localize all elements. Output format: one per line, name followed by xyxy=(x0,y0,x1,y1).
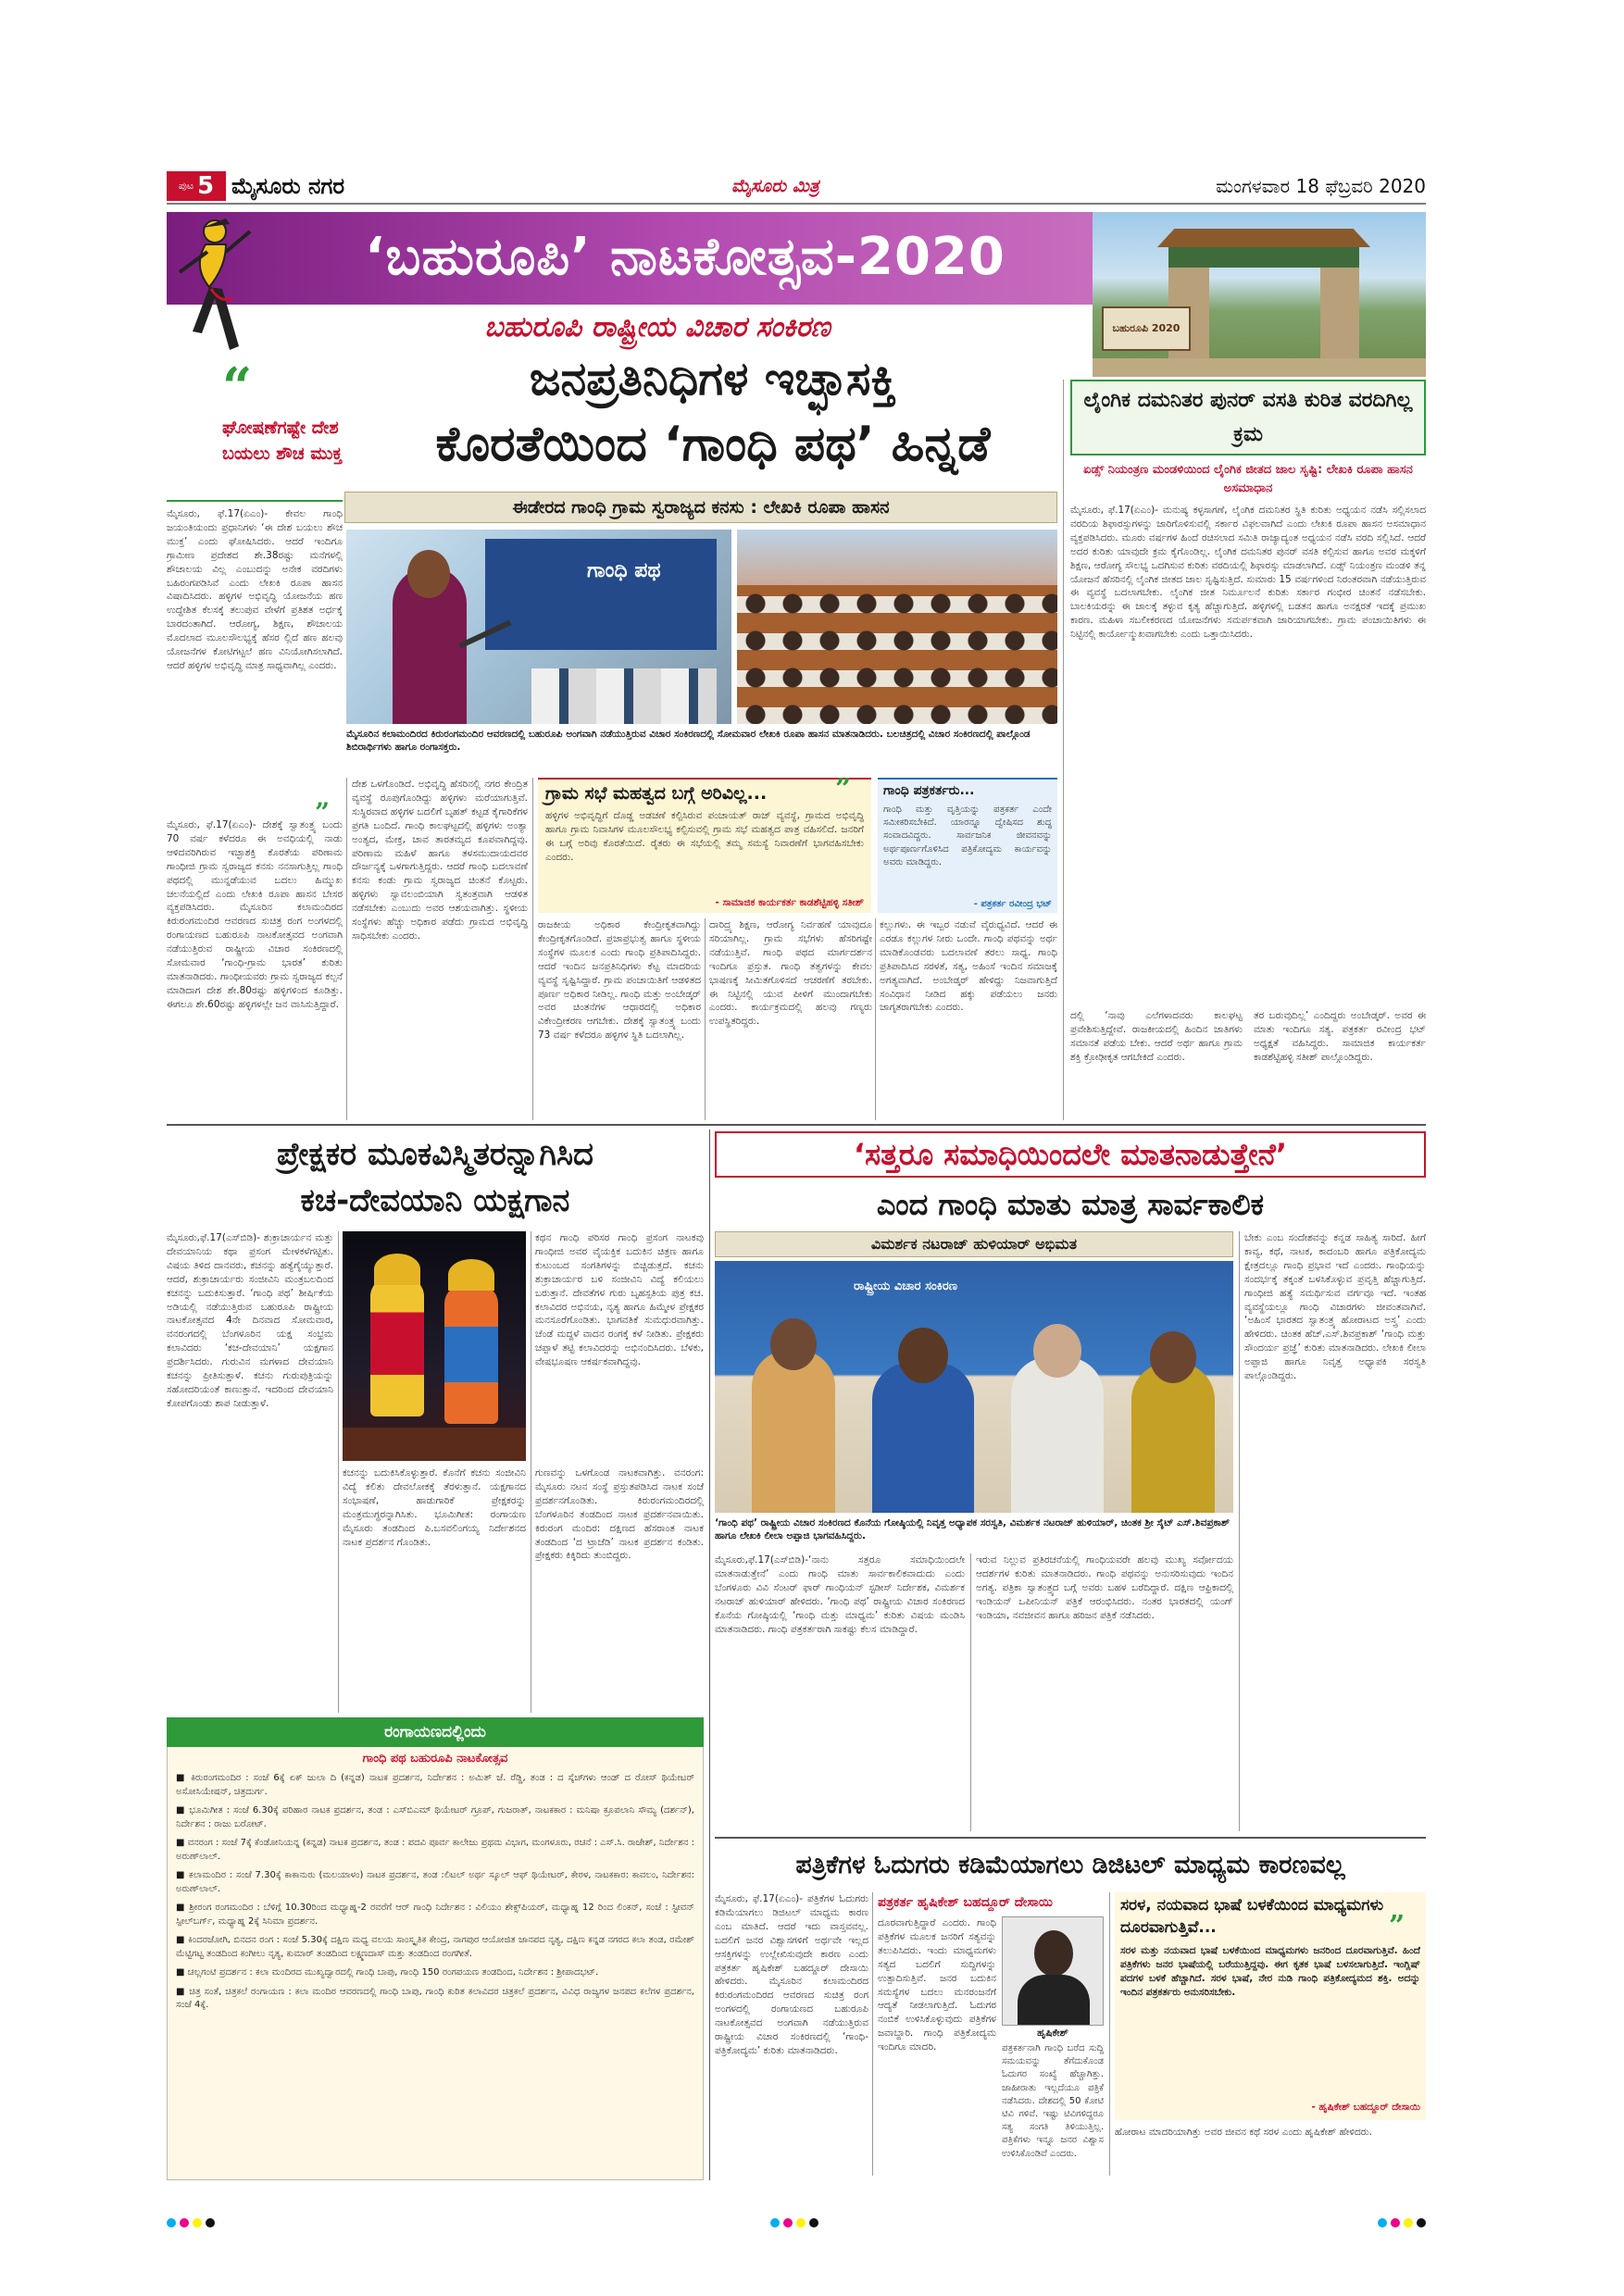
schedule-item-text: ಚಿತ್ರ ಸಂತೆ, ಚಿತ್ರಕಲೆ ರಂಗಾಯಣ : ಕಲಾ ಮಂದಿರ ಆವರಣದಲ್ಲಿ ಗಾಂಧಿ ಬಾಪು, ಗಾಂಧಿ ಕುರಿತ ಕಲಾವಿದರ ಚಿತ್ರಕಲೆ ಪ್ರದರ್ಶನ, ವಿವಿಧ ರಾಜ್ಯಗಳ ಜನಪದ ಕಲೆಗಳ ಪ್ರದರ್ಶನ, ಸಂಜೆ 4ಕ್ಕೆ. xyxy=(176,1986,694,2010)
schedule-item: ■ ಕಿಂದರಜೋಗಿ, ಬಿನದನ ರಂಗ : ಸಂಜೆ 5.30ಕ್ಕೆ ದಕ್ಷಿಣ ಮಧ್ಯ ವಲಯ ಸಾಂಸ್ಕೃತಿಕ ಕೇಂದ್ರ, ನಾಗಪುರ ಆಯೋಜಿತ ಜಾನಪದ ನೃತ್ಯ, ದಕ್ಷಿಣ ಕನ್ನಡ ನಗರದ ಕಲಾ ತಂಡ, ರಮೇಶ್ ಮೆಟ್ಟಿಗಟ್ಟ ತಂಡದಿಂದ ಕಂಗೀಲು ನೃತ್ಯ, ಕುಮಾರ್ ತಂಡದಿಂದ ಲಕ್ಷ್ಮಣದಾಸ್ ಮತ್ತು ತಂಡದಿಂದ ರಂಗಗೀತೆ. xyxy=(176,1935,694,1959)
pullquote-title: ಘೋಷಣೆಗಷ್ಟೇ ದೇಶ ಬಯಲು ಶೌಚ ಮುಕ್ತ xyxy=(222,418,343,464)
gandhi-talk-headline-2: ಎಂದ ಗಾಂಧಿ ಮಾತು ಮಾತ್ರ ಸಾರ್ವಕಾಲಿಕ xyxy=(876,1187,1265,1222)
page-number-box xyxy=(167,171,226,201)
schedule-item-text: ಕಿರುರಂಗಮಂದಿರ : ಸಂಜೆ 6ಕ್ಕೆ ಏಕ್ ಜುಲಾ ದಿ (ಕನ್ನಡ) ನಾಟಕ ಪ್ರದರ್ಶನ, ನಿರ್ದೇಶನ : ಅಮಿತ್ ಜೆ. ರೆಡ್ಡಿ, ತಂಡ : ದ ಸ್ಕೆಚ್‍ಗಳು ಆಂಡ್ ದ ರೋಸ್ ಥಿಯೇಟರ್ ಅಸೋಸಿಯೇಷನ್, ಚಿತ್ರದುರ್ಗ. xyxy=(176,1773,694,1797)
schedule-item-text: ಶ್ರೀರಂಗ ರಂಗಮಂದಿರ : ಬೆಳಿಗ್ಗೆ 10.30ರಿಂದ ಮಧ್ಯಾಹ್ನ-2 ರವರೆಗೆ ಆರ್ ಗಾಂಧಿ ನಿರ್ದೇಶನ : ವಿಲಿಯಂ ಶೇಕ್ಸ್‌ಪಿಯರ್, ಮಧ್ಯಾಹ್ನ 12 ರಿಂದ ಲಿಂಕನ್, ಸಂಜೆ : ಸ್ಟೀವನ್ ಸ್ಪೀಲ್‌ಬರ್ಗ್, ಮಧ್ಯಾಹ್ನ 2ಕ್ಕೆ ಸಿನಿಮಾ ಪ್ರದರ್ಶನ. xyxy=(176,1903,694,1927)
digital-byline-strip: ಪತ್ರಕರ್ತ ಹೃಷಿಕೇಶ್ ಬಹದ್ದೂರ್ ದೇಸಾಯಿ xyxy=(878,1895,1053,1910)
portrait-caption: ಹೃಷಿಕೇಶ್ xyxy=(1037,2028,1068,2039)
col-rule-2 xyxy=(532,778,533,1120)
digital-body-b: ದೂರವಾಗುತ್ತಿದ್ದಾರೆ ಎಂದರು. ಗಾಂಧಿ ಪತ್ರಿಕೆಗಳ ಮೂಲಕ ಜನರಿಗೆ ಸತ್ಯವನ್ನು ತಲುಪಿಸಿದರು. ಇಂದು ಮಾಧ್ಯಮಗಳು ಸತ್ಯದ ಬದಲಿಗೆ ಸುದ್ದಿಗಳನ್ನು ಉತ್ಪಾದಿಸುತ್ತಿವೆ. ಜನರ ಬದುಕಿನ ಸಮಸ್ಯೆಗಳ ಬದಲು ಮನರಂಜನೆಗೆ ಆದ್ಯತೆ ನೀಡಲಾಗುತ್ತಿದೆ. ಓದುಗರ ನಂಬಿಕೆ ಉಳಿಸಿಕೊಳ್ಳುವುದು ಪತ್ರಿಕೆಗಳ ಜವಾಬ್ದಾರಿ. ಗಾಂಧಿ ಪತ್ರಿಕೋದ್ಯಮ ಇಂದಿಗೂ ಮಾದರಿ. xyxy=(878,1917,996,2053)
gate-sign-board xyxy=(1102,306,1191,351)
col-rule-4 xyxy=(875,918,876,1120)
pullquote-body: ಮೈಸೂರು, ಫೆ.17(ಏಎಂ)- ಕೇವಲ ಗಾಂಧಿ ಜಯಂತಿಯಂದು ಪ್ರಧಾನಿಗಳು ‘ಈ ದೇಶ ಬಯಲು ಶೌಚ ಮುಕ್ತ’ ಎಂದು ಘೋಷಿಸಿದರು. ಆದರೆ ಇಂದಿಗೂ ಗ್ರಾಮೀಣ ಪ್ರದೇಶದ ಶೇ.38ರಷ್ಟು ಮನೆಗಳಲ್ಲಿ ಶೌಚಾಲಯ ವಿಲ್ಲ ಎಂಬುದನ್ನು ಅನೇಕ ವರದಿಗಳು ಬಹಿರಂಗಪಡಿಸಿವೆ ಎಂದು ಲೇಖಕಿ ರೂಪಾ ಹಾಸನ ವಿಷಾದಿಸಿದರು. ಹಳ್ಳಿಗಳ ಅಭಿವೃದ್ಧಿ ಯೋಜನೆಯ ಹಣ ಉದ್ದೇಶಿತ ಕೆಲಸಕ್ಕೆ ತಲುಪುವ ವೇಳೆಗೆ ಪ್ರತಿಶತ ಅರ್ಧಕ್ಕೆ ಬಾರದಂತಾಗಿದೆ. ಆರೋಗ್ಯ, ಶಿಕ್ಷಣ, ಶೌಚಾಲಯ ಮೊದಲಾದ ಮೂಲಸೌಲಭ್ಯಕ್ಕೆ ಹೆಸರ ಲ್ಲಿದೆ ಹಣ ಹಲವು ಯೋಜನೆಗಳ ಕೋಟಿಗಟ್ಟಲೆ ಹಣ ವಿನಿಯೋಗಿಸಲಾಗಿದೆ. ಆದರೆ ಹಳ್ಳಿಗಳ ಅಭಿವೃದ್ಧಿ ಮಾತ್ರ ಸಾಧ್ಯವಾಗಿಲ್ಲ ಎಂದರು. xyxy=(167,508,343,671)
digital-side-byline: - ಹೃಷಿಕೇಶ್ ಬಹದ್ದೂರ್ ದೇಸಾಯಿ xyxy=(1311,2102,1420,2113)
stage-floor xyxy=(343,1428,526,1461)
schedule-item: ■ ಶ್ರೀರಂಗ ರಂಗಮಂದಿರ : ಬೆಳಿಗ್ಗೆ 10.30ರಿಂದ ಮಧ್ಯಾಹ್ನ-2 ರವರೆಗೆ ಆರ್ ಗಾಂಧಿ ನಿರ್ದೇಶನ : ವಿಲಿಯಂ ಶೇಕ್ಸ್‌ಪಿಯರ್, ಮಧ್ಯಾಹ್ನ 12 ರಿಂದ ಲಿಂಕನ್, ಸಂಜೆ : ಸ್ಟೀವನ್ ಸ್ಪೀಲ್‌ಬರ್ಗ್, ಮಧ್ಯಾಹ್ನ 2ಕ್ಕೆ ಸಿನಿಮಾ ಪ್ರದರ್ಶನ. xyxy=(176,1903,694,1927)
gandhi-talk-strap: ವಿಮರ್ಶಕ ನಟರಾಜ್ ಹುಳಿಯಾರ್ ಅಭಿಮತ xyxy=(870,1235,1078,1253)
stage-backdrop xyxy=(485,539,717,650)
performer-left xyxy=(370,1278,424,1416)
panelist-4 xyxy=(1131,1363,1215,1513)
speaker-photo xyxy=(346,530,731,724)
patra-box-byline: - ಪತ್ರಕರ್ತ ರವೀಂದ್ರ ಭಟ್ xyxy=(973,899,1052,909)
schedule-item-text: ಕಲಾಮಂದಿರ : ಸಂಜೆ 7.30ಕ್ಕೆ ಕಾಕಾನುರು (ಮಲಯಾಳಂ) ನಾಟಕ ಪ್ರದರ್ಶನ, ತಂಡ :ಲಿಟಲ್ ಅರ್ಥ ಸ್ಕೂಲ್ ಆಫ್ ಥಿಯೇಟರ್, ಕೇರಳ, ನಾಟಕಕಾರ: ಕಾವಲಂ, ನಿರ್ದೇಶನ: ಅರುಣ್‌ಲಾಲ್. xyxy=(176,1870,694,1894)
grama-quote-icon: ” xyxy=(835,773,852,805)
patrakartaru-box xyxy=(878,778,1057,913)
lead-body-col-d: ದಾರಿದ್ರ್ಯ ಶಿಕ್ಷಣ, ಆರೋಗ್ಯ ನಿರ್ವಹಣೆ ಯಾವುದೂ ಸರಿಯಾಗಿಲ್ಲ. ಗ್ರಾಮ ಸಭೆಗಳು ಹೆಸರಿಗಷ್ಟೇ ನಡೆಯುತ್ತಿವೆ. ಗಾಂಧಿ ಪಥದ ಮಾರ್ಗದರ್ಶನ ಇಂದಿಗೂ ಪ್ರಸ್ತುತ. ಗಾಂಧಿ ತತ್ವಗಳನ್ನು ಕೇವಲ ಭಾಷಣಕ್ಕೆ ಸೀಮಿತಗೊಳಿಸದೆ ಆಚರಣೆಗೆ ತರಬೇಕು. ಈ ನಿಟ್ಟಿನಲ್ಲಿ ಯುವ ಪೀಳಿಗೆ ಮುಂದಾಗಬೇಕು ಎಂದರು. ಕಾರ್ಯಕ್ರಮದಲ್ಲಿ ಹಲವು ಗಣ್ಯರು ಉಪಸ್ಥಿತರಿದ್ದರು. xyxy=(709,919,872,1028)
page-number: 5 xyxy=(197,172,215,200)
portrait-body xyxy=(1018,1975,1090,2026)
quote-open-icon: “ xyxy=(222,356,253,418)
patra-box-title: ಗಾಂಧಿ ಪತ್ರಕರ್ತರು... xyxy=(883,783,975,798)
schedule-item: ■ ಕಲಾಮಂದಿರ : ಸಂಜೆ 7.30ಕ್ಕೆ ಕಾಕಾನುರು (ಮಲಯಾಳಂ) ನಾಟಕ ಪ್ರದರ್ಶನ, ತಂಡ :ಲಿಟಲ್ ಅರ್ಥ ಸ್ಕೂಲ್ ಆಫ್ ಥಿಯೇಟರ್, ಕೇರಳ, ನಾಟಕಕಾರ: ಕಾವಲಂ, ನಿರ್ದೇಶನ: ಅರುಣ್‌ಲಾಲ್. xyxy=(176,1870,694,1894)
right-tail-b: ತರ ಬರುವುದಿಲ್ಲ’ ಎಂದಿದ್ದರು ಅಂಬೇಡ್ಕರ್. ಅವರ ಈ ಮಾತು ಇಂದಿಗೂ ಸತ್ಯ. ಪತ್ರಕರ್ತ ರವೀಂದ್ರ ಭಟ್ ಅಧ್ಯಕ್ಷತೆ ವಹಿಸಿದ್ದರು. ಸಾಮಾಜಿಕ ಕಾರ್ಯಕರ್ತ ಕಾಡಶೆಟ್ಟಿಹಳ್ಳಿ ಸತೀಶ್ ಪಾಲ್ಗೊಂಡಿದ್ದರು. xyxy=(1254,1010,1426,1063)
grama-box-byline: - ಸಾಮಾಜಿಕ ಕಾರ್ಯಕರ್ತ ಕಾಡಶೆಟ್ಟಿಹಳ್ಳಿ ಸತೀಶ್ xyxy=(715,897,864,908)
panelist-2-head xyxy=(898,1328,948,1383)
journalist-portrait xyxy=(1002,1916,1104,2026)
schedule-item-text: ಕಿಂದರಜೋಗಿ, ಬಿನದನ ರಂಗ : ಸಂಜೆ 5.30ಕ್ಕೆ ದಕ್ಷಿಣ ಮಧ್ಯ ವಲಯ ಸಾಂಸ್ಕೃತಿಕ ಕೇಂದ್ರ, ನಾಗಪುರ ಆಯೋಜಿತ ಜಾನಪದ ನೃತ್ಯ, ದಕ್ಷಿಣ ಕನ್ನಡ ನಗರದ ಕಲಾ ತಂಡ, ರಮೇಶ್ ಮೆಟ್ಟಿಗಟ್ಟ ತಂಡದಿಂದ ಕಂಗೀಲು ನೃತ್ಯ, ಕುಮಾರ್ ತಂಡದಿಂದ ಲಕ್ಷ್ಮಣದಾಸ್ ಮತ್ತು ತಂಡದಿಂದ ರಂಗಗೀತೆ. xyxy=(176,1935,694,1959)
registration-mark xyxy=(770,2218,780,2227)
right-strap: ಏಡ್ಸ್ ನಿಯಂತ್ರಣ ಮಂಡಳಿಯಿಂದ ಲೈಂಗಿಕ ಜೀತದ ಜಾಲ ಸೃಷ್ಟಿ: ಲೇಖಕಿ ರೂಪಾ ಹಾಸನ ಅಸಮಾಧಾನ xyxy=(1083,463,1413,495)
panel-banner-text: ರಾಷ್ಟ್ರೀಯ ವಿಚಾರ ಸಂಕಿರಣ xyxy=(854,1279,957,1293)
col-rule-1 xyxy=(346,778,347,1120)
stage-banner-text: ಗಾಂಧಿ ಪಥ xyxy=(587,559,661,582)
section-name: ಮೈಸೂರು ನಗರ xyxy=(231,173,345,199)
grama-box-title: ಗ್ರಾಮ ಸಭೆ ಮಹತ್ವದ ಬಗ್ಗೆ ಅರಿವಿಲ್ಲ... xyxy=(545,783,768,804)
digital-tail: ಹೋರಾಟ ಮಾದರಿಯಾಗಿತ್ತು ಅವರ ಜೀವನ ಕಥೆ ಸರಳ ಎಂದು ಹೃಷಿಕೇಶ್ ಹೇಳಿದರು. xyxy=(1115,2127,1372,2138)
rangayana-gate-photo xyxy=(1093,212,1426,377)
lead-body-col-e: ಕಲ್ಲುಗಳು. ಈ ಇಬ್ಬರ ನಡುವೆ ವೈರುಧ್ಯವಿದೆ. ಆದರೆ ಈ ಎರಡೂ ಕಲ್ಲುಗಳ ನೀರು ಒಂದೇ. ಗಾಂಧಿ ಪಥವನ್ನು ಅರ್ಥ ಮಾಡಿಕೊಂಡವರು ಬದಲಾವಣೆ ತರಲು ಸಾಧ್ಯ. ಗಾಂಧಿ ಪ್ರತಿಪಾದಿಸಿದ ಸರಳತೆ, ಸತ್ಯ, ಅಹಿಂಸೆ ಇಂದಿನ ಸಮಾಜಕ್ಕೆ ಅಗತ್ಯವಾಗಿದೆ. ಅಂಬೇಡ್ಕರ್ ಹೇಳಿದ್ದು ನಿಜವಾಗುತ್ತಿದೆ ಸಂವಿಧಾನ ನೀಡಿದ ಹಕ್ಕು ಪಡೆಯಲು ಜನರು ಜಾಗೃತರಾಗಬೇಕು ಎಂದರು. xyxy=(880,919,1057,1014)
quote-close-icon: ” xyxy=(315,797,331,828)
portrait-head xyxy=(1034,1930,1073,1977)
pullquote-rule xyxy=(167,500,343,502)
section-divider-2 xyxy=(715,1837,1426,1839)
audience-photo xyxy=(737,530,1057,724)
banner-subtitle: ಬಹುರೂಪಿ ರಾಷ್ಟ್ರೀಯ ವಿಚಾರ ಸಂಕಿರಣ xyxy=(484,311,831,343)
gandhi-talk-body-a: ಮೈಸೂರು,ಫೆ.17(ಎಸ್‍ಬಿಡಿ)-‘ನಾನು ಸತ್ತರೂ ಸಮಾಧಿಯಿಂದಲೇ ಮಾತನಾಡುತ್ತೇನೆ’ ಎಂದು ಗಾಂಧಿ ಮಾತು ಸಾರ್ವಕಾಲಿಕವಾದುದು ಎಂದು ಬೆಂಗಳೂರು ವಿವಿ ಸೆಂಟರ್ ಫಾರ್ ಗಾಂಧಿಯನ್ ಸ್ಟಡೀಸ್ ನಿರ್ದೇಶಕ, ವಿಮರ್ಶಕ ನಟರಾಜ್ ಹುಳಿಯಾರ್ ಹೇಳಿದರು. ‘ಗಾಂಧಿ ಪಥ’ ರಾಷ್ಟ್ರೀಯ ವಿಚಾರ ಸಂಕಿರಣದ ಕೊನೆಯ ಗೋಷ್ಠಿಯಲ್ಲಿ ‘ಗಾಂಧಿ ಮತ್ತು ಮಾಧ್ಯಮ’ ಕುರಿತು ವಿಷಯ ಮಂಡಿಸಿ ಮಾತನಾಡಿದರು. ಗಾಂಧಿ ಪತ್ರಕರ್ತರಾಗಿ ಸಾಕಷ್ಟು ಕೆಲಸ ಮಾಡಿದ್ದಾರೆ. xyxy=(715,1554,965,1635)
section-divider-v xyxy=(709,1129,710,2180)
performer-left-crown xyxy=(374,1254,420,1285)
schedule-item: ■ ಚಿತ್ರ ಸಂತೆ, ಚಿತ್ರಕಲೆ ರಂಗಾಯಣ : ಕಲಾ ಮಂದಿರ ಆವರಣದಲ್ಲಿ ಗಾಂಧಿ ಬಾಪು, ಗಾಂಧಿ ಕುರಿತ ಕಲಾವಿದರ ಚಿತ್ರಕಲೆ ಪ್ರದರ್ಶನ, ವಿವಿಧ ರಾಜ್ಯಗಳ ಜನಪದ ಕಲೆಗಳ ಪ್ರದರ್ಶನ, ಸಂಜೆ 4ಕ್ಕೆ. xyxy=(176,1986,694,2010)
masthead xyxy=(167,169,1426,203)
panelist-4-head xyxy=(1150,1331,1196,1383)
right-body: ಮೈಸೂರು, ಫೆ.17(ಏಎಂ)- ಮನುಷ್ಯ ಕಳ್ಳಸಾಗಣೆ, ಲೈಂಗಿಕ ದಮನಿತರ ಸ್ಥಿತಿ ಕುರಿತು ಅಧ್ಯಯನ ನಡೆಸಿ ಸಲ್ಲಿಸಲಾದ ವರದಿಯ ಶಿಫಾರಸ್ಸುಗಳನ್ನು ಜಾರಿಗೊಳಿಸುವಲ್ಲಿ ಸರ್ಕಾರ ವಿಫಲವಾಗಿದೆ ಎಂದು ಲೇಖಕಿ ರೂಪಾ ಹಾಸನ ಅಸಮಾಧಾನ ವ್ಯಕ್ತಪಡಿಸಿದರು. ಮೂರು ವರ್ಷಗಳ ಹಿಂದೆ ರಚಿಸಲಾದ ಸಮಿತಿ ರಾಜ್ಯಾದ್ಯಂತ ಅಧ್ಯಯನ ನಡೆಸಿ ವರದಿ ಸಲ್ಲಿಸಿದೆ. ಆದರೆ ಅದರ ಕುರಿತು ಯಾವುದೇ ಕ್ರಮ ಕೈಗೊಂಡಿಲ್ಲ. ಲೈಂಗಿಕ ದಮನಿತರ ಪುನರ್ ವಸತಿ ಕಲ್ಪಿಸುವ ಹಾಗೂ ಅವರ ಮಕ್ಕಳಿಗೆ ಶಿಕ್ಷಣ, ಆರೋಗ್ಯ ಸೌಲಭ್ಯ ಒದಗಿಸುವ ಕುರಿತು ವರದಿಯಲ್ಲಿ ಶಿಫಾರಸ್ಸು ಮಾಡಲಾಗಿದೆ. ಏಡ್ಸ್ ನಿಯಂತ್ರಣ ಮಂಡಳಿ ತನ್ನ ಯೋಜನೆ ಹೆಸರಿನಲ್ಲಿ ಲೈಂಗಿಕ ಜೀತದ ಜಾಲ ಸೃಷ್ಟಿಸುತ್ತಿದೆ. ಸುಮಾರು 15 ವರ್ಷಗಳಿಂದ ನಿರಂತರವಾಗಿ ನಡೆಯುತ್ತಿರುವ ಈ ವ್ಯವಸ್ಥೆ ಬದಲಾಗಬೇಕು. ಲೈಂಗಿಕ ಜೀತ ನಿರ್ಮೂಲನೆ ಕುರಿತು ಸರ್ಕಾರ ಗಂಭೀರ ಚಿಂತನೆ ನಡೆಸಬೇಕು. ಬಾಲಕಿಯರನ್ನು ಈ ಜಾಲಕ್ಕೆ ತಳ್ಳುವ ಕೃತ್ಯ ಹೆಚ್ಚಾಗುತ್ತಿದೆ. ಹಳ್ಳಿಗಳಲ್ಲಿ ಬಡತನ ಹಾಗೂ ಅನಕ್ಷರತೆ ಇದಕ್ಕೆ ಪ್ರಮುಖ ಕಾರಣ. ಮಹಿಳಾ ಸಬಲೀಕರಣದ ಯೋಜನೆಗಳು ಸಮರ್ಪಕವಾಗಿ ಜಾರಿಯಾಗಬೇಕು. ಗ್ರಾಮ ಪಂಚಾಯಿತಿಗಳು ಈ ನಿಟ್ಟಿನಲ್ಲಿ ಕಾರ್ಯೋನ್ಮುಖವಾಗಬೇಕು ಎಂದು ಒತ್ತಾಯಿಸಿದರು. xyxy=(1070,505,1426,641)
panel-photo xyxy=(715,1261,1233,1513)
yakshagana-body-b: ಕಥನ ಗಾಂಧಿ ಪರಿಸರ ಗಾಂಧಿ ಪ್ರಸಂಗ ನಾಟಕವು ಗಾಂಧೀಜಿ ಅವರ ವೈಯಕ್ತಿಕ ಬದುಕಿನ ಚಿತ್ರಣ ಹಾಗೂ ಕುಟುಂಬದ ಸಂಗತಿಗಳನ್ನು ಬಿಚ್ಚಿಡುತ್ತದೆ. ಕಚನು ಶುಕ್ರಾಚಾರ್ಯರ ಬಳಿ ಸಂಜೀವಿನಿ ವಿದ್ಯೆ ಕಲಿಯಲು ಬರುತ್ತಾನೆ. ದೇವತೆಗಳ ಗುರು ಬೃಹಸ್ಪತಿಯ ಪುತ್ರ ಕಚ. ಕಲಾವಿದರ ಅಭಿನಯ, ನೃತ್ಯ ಹಾಗೂ ಹಿಮ್ಮೇಳ ಪ್ರೇಕ್ಷಕರ ಮನಸೂರೆಗೊಂಡಿತು. ಭಾಗವತಿಕೆ ಸುಮಧುರವಾಗಿತ್ತು. ಚೆಂಡೆ ಮದ್ದಳೆ ವಾದನ ರಂಗಕ್ಕೆ ಕಳೆ ನೀಡಿತು. ಪ್ರೇಕ್ಷಕರು ಚಪ್ಪಾಳೆ ತಟ್ಟಿ ಕಲಾವಿದರನ್ನು ಅಭಿನಂದಿಸಿದರು. ಬೆಳಕು, ವೇಷಭೂಷಣ ಆಕರ್ಷಕವಾಗಿದ್ದವು. xyxy=(535,1232,704,1368)
gandhi-talk-body-b: ಇರುವ ನಿಲ್ಲುವ ಪ್ರತಿರಚನೆಯಲ್ಲಿ ಗಾಂಧಿಯವರೇ ಹಲವು ಮುಖ್ಯ ಸರ್ವೋದಯ ಆದರ್ಶಗಳ ಕುರಿತು ಮಾತನಾಡಿದರು. ಗಾಂಧಿ ಪಥವನ್ನು ಅನುಸರಿಸುವುದು ಇಂದಿನ ಅಗತ್ಯ. ಪತ್ರಿಕಾ ಸ್ವಾತಂತ್ರ್ಯದ ಬಗ್ಗೆ ಅವರು ಬಹಳ ಬರೆದಿದ್ದಾರೆ. ದಕ್ಷಿಣ ಆಫ್ರಿಕಾದಲ್ಲಿ ಇಂಡಿಯನ್ ಒಪೀನಿಯನ್ ಪತ್ರಿಕೆ ಆರಂಭಿಸಿದರು. ನಂತರ ಭಾರತದಲ್ಲಿ ಯಂಗ್ ಇಂಡಿಯಾ, ನವಜೀವನ ಹಾಗೂ ಹರಿಜನ ಪತ್ರಿಕೆ ನಡೆಸಿದರು. xyxy=(976,1554,1233,1621)
schedule-item: ■ ಚಲ್ಲಗಂಟಿ ಪ್ರದರ್ಶನ : ಕಲಾ ಮಂದಿರದ ಮುಖ್ಯದ್ವಾರದಲ್ಲಿ ಗಾಂಧಿ ಬಾಪು, ಗಾಂಧಿ 150 ರಂಗಪಯಣ ತಂಡದಿಂದ, ನಿರ್ದೇಶನ : ಶ್ರೀಪಾದಭಟ್. xyxy=(176,1967,599,1978)
paper-logo: ಮೈಸೂರು ಮಿತ್ರ xyxy=(731,176,819,196)
registration-mark xyxy=(180,2218,189,2227)
right-tail-a: ದಲ್ಲಿ ‘ನಾವು ಎಲೆಗಳಾದವರು ಕಾಲಘಟ್ಟ ಪ್ರವೇಶಿಸುತ್ತಿದ್ದೇವೆ. ರಾಜಕೀಯದಲ್ಲಿ ಹಿಂದಿನ ಜಾತಿಗಳು ಸಮಾನತೆ ಪಡೆಯ ಬೇಕು. ಆದರೆ ಅರ್ಥ ಹಾಗೂ ಗ್ರಾಮ ಶಕ್ತಿ ಕ್ರೋಢೀಕೃತ ಆಗಬೇಕಿದೆ ಎಂದರು. xyxy=(1070,1010,1243,1063)
dg-rule-2 xyxy=(1109,1892,1110,2176)
schedule-item-text: ವನರಂಗ : ಸಂಜೆ 7ಕ್ಕೆ ಕೆಂಡೋನಿಯನ್ನ (ಕನ್ನಡ) ನಾಟಕ ಪ್ರದರ್ಶನ, ತಂಡ : ಪದವಿ ಪೂರ್ವ ಕಾಲೇಜು ಪ್ರಥಮ ವಿಭಾಗ, ಮಂಗಳೂರು, ರಚನೆ : ಎಸ್.ಸಿ. ರಾಜೇಶ್, ನಿರ್ದೇಶನ : ಅರುಣ್‌ಲಾಲ್. xyxy=(176,1838,694,1862)
panelist-3-head xyxy=(1033,1324,1081,1378)
registration-mark xyxy=(783,2218,793,2227)
dancer-illustration xyxy=(174,211,257,359)
lead-photo-caption: ಮೈಸೂರಿನ ಕಲಾಮಂದಿರದ ಕಿರುರಂಗಮಂದಿರ ಆವರಣದಲ್ಲಿ ಬಹುರೂಪಿ ಅಂಗವಾಗಿ ನಡೆಯುತ್ತಿರುವ ವಿಚಾರ ಸಂಕಿರಣದಲ್ಲಿ ಸೋಮವಾರ ಲೇಖಕಿ ರೂಪಾ ಹಾಸನ ಮಾತನಾಡಿದರು. ಬಲಚಿತ್ರದಲ್ಲಿ ವಿಚಾರ ಸಂಕಿರಣದಲ್ಲಿ ಪಾಲ್ಗೊಂಡ ಶಿಬಿರಾರ್ಥಿಗಳು ಹಾಗೂ ರಂಗಾಸಕ್ತರು. xyxy=(346,728,1057,772)
digital-body-c: ಪತ್ರಕರ್ತನಾಗಿ ಗಾಂಧಿ ಬರೆದ ಸುದ್ದಿ ಸಮಯವನ್ನು ತೆಗೆದುಕೊಂಡ ಓದುಗರ ಸಂಖ್ಯೆ ಹೆಚ್ಚಾಗಿತ್ತು. ಜಾಹೀರಾತು ಇಲ್ಲದೆಯೂ ಪತ್ರಿಕೆ ನಡೆಸಿದರು. ದೇಶದಲ್ಲಿ 50 ಕೋಟಿ ಟಿವಿ ಗಳಿವೆ. ಇಷ್ಟು ಟಿವಿಗಳಿದ್ದರೂ ಸತ್ಯ ಸಂಗತಿ ತಿಳಿಯುತ್ತಿಲ್ಲ. ಪತ್ರಿಕೆಗಳು ಇನ್ನೂ ಜನರ ವಿಶ್ವಾಸ ಉಳಿಸಿಕೊಂಡಿವೆ ಎಂದರು. xyxy=(1002,2043,1104,2159)
gate-roof xyxy=(1157,229,1370,247)
yakshagana-headline-2: ಕಚ-ದೇವಯಾನಿ ಯಕ್ಷಗಾನ xyxy=(300,1182,570,1219)
section-divider-1 xyxy=(167,1124,1426,1126)
schedule-heading: ರಂಗಾಯಣದಲ್ಲಿಂದು xyxy=(384,1723,486,1741)
gate-sign-text: ಬಹುರೂಪಿ 2020 xyxy=(1112,322,1181,334)
schedule-subheading: ಗಾಂಧಿ ಪಥ ಬಹುರೂಪಿ ನಾಟಕೋತ್ಸವ xyxy=(362,1752,508,1766)
masthead-rule xyxy=(167,203,1426,205)
lead-body-col-a: ಮೈಸೂರು, ಫೆ.17(ಏಎಂ)- ದೇಶಕ್ಕೆ ಸ್ವಾತಂತ್ರ್ಯ ಬಂದು 70 ವರ್ಷ ಕಳೆದರೂ ಈ ಅವಧಿಯಲ್ಲಿ ನಾಡು ಆಳಿದವರಿಗಿರುವ ಇಚ್ಛಾಶಕ್ತಿ ಕೊರತೆಯ ಪರಿಣಾಮ ಗಾಂಧೀಜಿ ಗ್ರಾಮ ಸ್ವರಾಜ್ಯದ ಕನಸು ನನಸಾಗುತ್ತಿಲ್ಲ ಗಾಂಧಿ ಪಥದಲ್ಲಿ ಮುನ್ನಡೆಯುವ ಬದಲು ಹಿಮ್ಮುಖ ಚಲನೆಯಲ್ಲಿದೆ ಎಂದು ಲೇಖಕಿ ರೂಪಾ ಹಾಸನ ಬೇಸರ ವ್ಯಕ್ತಪಡಿಸಿದರು. ಮೈಸೂರಿನ ಕಲಾಮಂದಿರದ ಕಿರುರಂಗಮಂದಿರ ಆವರಣದ ಸುಚಿತ್ರ ರಂಗ ಅಂಗಳದಲ್ಲಿ ರಂಗಾಯಣದ ಬಹುರೂಪಿ ನಾಟಕೋತ್ಸವದ ಅಂಗವಾಗಿ ನಡೆಯುತ್ತಿರುವ ರಾಷ್ಟ್ರೀಯ ವಿಚಾರ ಸಂಕಿರಣದಲ್ಲಿ ಸೋಮವಾರ ‘ಗಾಂಧಿ-ಗ್ರಾಮ ಭಾರತ’ ಕುರಿತು ಮಾತನಾಡಿದರು. ಗಾಂಧೀಯವರು ಗ್ರಾಮ ಸ್ವರಾಜ್ಯದ ಕಲ್ಪನೆ ಮಾಡಿದಾಗ ದೇಶ ಶೇ.80ರಷ್ಟು ಹಳ್ಳಿಗಳಿಂದ ಕೂಡಿತ್ತು. ಈಗಲೂ ಶೇ.60ರಷ್ಟು ಹಳ್ಳಿಗಳಲ್ಲೇ ಜನ ವಾಸಿಸುತ್ತಿದ್ದಾರೆ. xyxy=(167,819,343,1010)
audience-rows xyxy=(737,585,1057,724)
gandhi-talk-headline-1: ‘ಸತ್ತರೂ ಸಮಾಧಿಯಿಂದಲೇ ಮಾತನಾಡುತ್ತೇನೆ’ xyxy=(853,1137,1288,1172)
gt-rule-1 xyxy=(970,1554,971,1831)
panel-photo-caption: ‘ಗಾಂಧಿ ಪಥ’ ರಾಷ್ಟ್ರೀಯ ವಿಚಾರ ಸಂಕಿರಣದ ಕೊನೆಯ ಗೋಷ್ಠಿಯಲ್ಲಿ ನಿವೃತ್ತ ಅಧ್ಯಾಪಕ ಸರಸ್ವತಿ, ವಿಮರ್ಶಕ ನಟರಾಜ್ ಹುಳಿಯಾರ್, ಚಿಂತಕ ಶ್ರೀ ಸೈಟ್ ಎಸ್.ಶಿವಪ್ರಕಾಶ್ ಹಾಗೂ ಲೇಖಕಿ ಲೀಲಾ ಅಪ್ಪಾಜಿ ಭಾಗವಹಿಸಿದ್ದರು. xyxy=(715,1516,1233,1548)
registration-mark xyxy=(206,2218,215,2227)
lead-body-col-c: ರಾಜಕೀಯ ಅಧಿಕಾರ ಕೇಂದ್ರೀಕೃತವಾಗಿದ್ದು ಕೇಂದ್ರೀಕೃತಗೊಂಡಿದೆ. ಪ್ರಜಾಪ್ರಭುತ್ವ ಹಾಗೂ ಸ್ಥಳೀಯ ಸಂಸ್ಥೆಗಳ ಮೂಲಕ ಎಂದು ಗಾಂಧಿ ಪ್ರತಿಪಾದಿಸಿದ್ದರು. ಆದರೆ ಇಂದಿನ ಜನಪ್ರತಿನಿಧಿಗಳು ಕೆಟ್ಟ ಮಾದರಿಯ ವ್ಯವಸ್ಥೆ ಸೃಷ್ಟಿಸಿದ್ದಾರೆ. ಗ್ರಾಮ ಪಂಚಾಯಿತಿಗೆ ಆಡಳಿತದ ಪೂರ್ಣ ಅಧಿಕಾರ ನೀಡಿಲ್ಲ. ಗಾಂಧಿ ಮತ್ತು ಅಂಬೇಡ್ಕರ್ ಅವರ ಚಿಂತನೆಗಳ ಆಧಾರದಲ್ಲಿ ಅಧಿಕಾರ ವಿಕೇಂದ್ರೀಕರಣ ಆಗಬೇಕು. ದೇಶಕ್ಕೆ ಸ್ವಾತಂತ್ರ್ಯ ಬಂದು 73 ವರ್ಷ ಕಳೆದರೂ ಹಳ್ಳಿಗಳ ಸ್ಥಿತಿ ಬದಲಾಗಿಲ್ಲ. xyxy=(538,919,701,1042)
registration-mark xyxy=(809,2218,818,2227)
digital-headline: ಪತ್ರಿಕೆಗಳ ಓದುಗರು ಕಡಿಮೆಯಾಗಲು ಡಿಜಿಟಲ್ ಮಾಧ್ಯಮ ಕಾರಣವಲ್ಲ xyxy=(795,1851,1345,1879)
digital-body-a: ಮೈಸೂರು, ಫೆ.17(ಏಎಂ)- ಪತ್ರಿಕೆಗಳ ಓದುಗರು ಕಡಿಮೆಯಾಗಲು ಡಿಜಿಟಲ್ ಮಾಧ್ಯಮ ಕಾರಣ ಎಂಬ ಮಾತಿದೆ. ಆದರೆ ಇದು ವಾಸ್ತವವಲ್ಲ. ಬದಲಿಗೆ ಜನರ ವಿಶ್ವಾಸಗಳಿಗೆ ಅರ್ಥವೇ ಇಲ್ಲದ ಆಸಕ್ತಿಗಳನ್ನು ಉಲ್ಲೇಖಿಸುವುದೇ ಕಾರಣ ಎಂದು ಪತ್ರಕರ್ತ ಹೃಷಿಕೇಶ್ ಬಹದ್ದೂರ್ ದೇಸಾಯಿ ಹೇಳಿದರು. ಮೈಸೂರಿನ ಕಲಾಮಂದಿರದ ಕಿರುರಂಗಮಂದಿರದ ಆವರಣದ ಸುಚಿತ್ರ ರಂಗ ಅಂಗಳದಲ್ಲಿ ರಂಗಾಯಣದ ಬಹುರೂಪಿ ನಾಟಕೋತ್ಸವದ ಅಂಗವಾಗಿ ನಡೆಯುತ್ತಿರುವ ರಾಷ್ಟ್ರೀಯ ವಿಚಾರ ಸಂಕಿರಣದಲ್ಲಿ ‘ಗಾಂಧಿ-ಪತ್ರಿಕೋದ್ಯಮ’ ಕುರಿತು ಮಾತನಾಡಿದರು. xyxy=(715,1893,868,2056)
digital-side-headline: ಸರಳ, ನಯವಾದ ಭಾಷೆ ಬಳಕೆಯಿಂದ ಮಾಧ್ಯಮಗಳು ದೂರವಾಗುತ್ತಿವೆ... xyxy=(1120,1896,1384,1937)
grama-box-body: ಹಳ್ಳಿಗಳ ಅಭಿವೃದ್ಧಿಗೆ ದೊಡ್ಡ ಅಡಚಣೆ ಕಲ್ಪಿಸಿರುವ ಪಂಚಾಯತ್ ರಾಜ್ ವ್ಯವಸ್ಥೆ, ಗ್ರಾಮದ ಅಭಿವೃದ್ಧಿ ಹಾಗೂ ಗ್ರಾಮ ನಿವಾಸಿಗಳ ಮೂಲಸೌಲಭ್ಯ ಕಲ್ಪಿಸುವಲ್ಲಿ ಗ್ರಾಮ ಸಭೆ ಮಹತ್ವದ ಪಾತ್ರ ವಹಿಸಲಿದೆ. ಜನರಿಗೆ ಈ ಬಗ್ಗೆ ಅರಿವು ಕೊರತೆಯಿದೆ. ರೈತರು ಈ ಸಭೆಯಲ್ಲಿ ತಮ್ಮ ಸಮಸ್ಯೆ ನಿವಾರಣೆಗೆ ಭಾಗವಹಿಸಬೇಕು ಎಂದರು. xyxy=(545,810,864,863)
yak-rule-1 xyxy=(338,1231,339,1713)
lead-headline-1: ಜನಪ್ರತಿನಿಧಿಗಳ ಇಚ್ಛಾಸಕ್ತಿ xyxy=(529,352,897,406)
schedule-item: ■ ವನರಂಗ : ಸಂಜೆ 7ಕ್ಕೆ ಕೆಂಡೋನಿಯನ್ನ (ಕನ್ನಡ) ನಾಟಕ ಪ್ರದರ್ಶನ, ತಂಡ : ಪದವಿ ಪೂರ್ವ ಕಾಲೇಜು ಪ್ರಥಮ ವಿಭಾಗ, ಮಂಗಳೂರು, ರಚನೆ : ಎಸ್.ಸಿ. ರಾಜೇಶ್, ನಿರ್ದೇಶನ : ಅರುಣ್‌ಲಾಲ್. xyxy=(176,1838,694,1862)
grama-sabhe-box xyxy=(538,773,871,913)
yakshagana-body-d: ಗುಣವನ್ನು ಒಳಗೊಂಡ ನಾಟಕವಾಗಿತ್ತು. ವನರಂಗ: ಮೈಸೂರು ನಟನ ಸಂಸ್ಥೆ ಪ್ರಸ್ತುತಪಡಿಸಿದ ನಾಟಕ ಸಂಜೆ ಪ್ರದರ್ಶನಗೊಂಡಿತು. ಕಿರುರಂಗಮಂದಿರದಲ್ಲಿ ಬೆಂಗಳೂರಿನ ತಂಡದಿಂದ ನಾಟಕ ಪ್ರದರ್ಶನವಾಯಿತು. ಕಿರುರಂಗ ಮಂದಿರ: ದಕ್ಷಿಣದ ಹೆಸರಾಂತ ನಾಟಕ ತಂಡದಿಂದ ‘ದ ಟ್ರಾಜೆಡಿ’ ನಾಟಕ ಪ್ರದರ್ಶನ ಕಂಡಿತು. ಪ್ರೇಕ್ಷಕರು ಕಿಕ್ಕಿರಿದು ತುಂಬಿದ್ದರು. xyxy=(535,1467,704,1562)
panelist-1 xyxy=(752,1350,835,1513)
ground xyxy=(1093,358,1426,377)
schedule-item: ■ ಭೂಮಿಗೀತ : ಸಂಜೆ 6.30ಕ್ಕೆ ಪರಿಹಾರ ನಾಟಕ ಪ್ರದರ್ಶನ, ತಂಡ : ಎಸ್‌ಬಿಎಮ್ ಥಿಯೇಟರ್ ಗ್ರೂಪ್, ಗುಜರಾತ್, ನಾಟಕಕಾರ : ಮನಿಷಾ ಕ್ರೂಪಲಾನಿ ಸೌಮ್ಯ (ದರ್ಶನ್), ನಿರ್ದೇಶನ : ರಾಜು ಬರೋಟ್. xyxy=(176,1805,694,1829)
registration-mark xyxy=(1417,2218,1426,2227)
schedule-item-text: ಚಲ್ಲಗಂಟಿ ಪ್ರದರ್ಶನ : ಕಲಾ ಮಂದಿರದ ಮುಖ್ಯದ್ವಾರದಲ್ಲಿ ಗಾಂಧಿ ಬಾಪು, ಗಾಂಧಿ 150 ರಂಗಪಯಣ ತಂಡದಿಂದ, ನಿರ್ದೇಶನ : ಶ್ರೀಪಾದಭಟ್. xyxy=(187,1967,599,1978)
side-quote-icon: ” xyxy=(1389,1910,1405,1942)
yakshagana-photo xyxy=(343,1231,526,1461)
gate-frame xyxy=(1168,247,1359,268)
col-rule-3 xyxy=(705,918,706,1120)
registration-mark xyxy=(167,2218,176,2227)
lead-body-col-b: ದೇಶ ಒಳಗೊಂಡಿದೆ. ಅಭಿವೃದ್ಧಿ ಹೆಸರಿನಲ್ಲಿ ನಗರ ಕೇಂದ್ರಿತ ವ್ಯವಸ್ಥೆ ರೂಪುಗೊಂಡಿದ್ದು ಹಳ್ಳಿಗಳು ಮರೆಯಾಗುತ್ತಿವೆ. ಸುಸ್ಥಿರವಾದ ಹಳ್ಳಿಗಳ ಬದಲಿಗೆ ಬೃಹತ್ ಕಟ್ಟಡ ಕೈಗಾರಿಕೆಗಳ ಪ್ರಗತಿ ಬಂದಿದೆ. ಗಾಂಧಿ ಕಾಲಘಟ್ಟದಲ್ಲಿ ಹಳ್ಳಿಗಳು ಅಂತ್ಯಾ ಅಂತ್ಯದ, ಮೇಕ್ರ, ಚಾವ ತಾರತಮ್ಯದ ಕೂಪವಾಗಿದ್ದವು. ಪರಿಣಾಮ ಮಹಿಳೆ ಹಾಗೂ ತಳಸಮುದಾಯದವರ ದೌರ್ಜನ್ಯಕ್ಕೆ ಒಳಗಾಗುತ್ತಿದ್ದರು. ಆದರೆ ಗಾಂಧಿ ಬದಲಾವಣೆ ಕನಸು ಕಂಡು ಗ್ರಾಮ ಸ್ವರಾಜ್ಯದ ಚಿಂತನೆ ಕೊಟ್ಟರು. ಹಳ್ಳಿಗಳು ಸ್ವಾವಲಂಬಿಯಾಗಿ ಸ್ವತಂತ್ರವಾಗಿ ಆಡಳಿತ ನಡೆಸಬೇಕು ಎಂಬುದು ಅವರ ಆಶಯವಾಗಿತ್ತು. ಸ್ಥಳೀಯ ಸಂಸ್ಥೆಗಳು ಹೆಚ್ಚು ಅಧಿಕಾರ ಪಡೆದು ಗ್ರಾಮದ ಅಭಿವೃದ್ಧಿ ಸಾಧಿಸಬೇಕು ಎಂದರು. xyxy=(352,779,528,942)
performer-right-crown xyxy=(448,1259,494,1291)
dg-rule-1 xyxy=(872,1892,873,2176)
gandhi-talk-body-c: ಬೇಕು ಎಂಬ ಸಂದೇಶವನ್ನು ಕನ್ನಡ ಸಾಹಿತ್ಯ ಸಾರಿದೆ. ಹೀಗೆ ಕಾವ್ಯ, ಕಥೆ, ನಾಟಕ, ಕಾದಂಬರಿ ಹಾಗೂ ಪತ್ರಿಕೋದ್ಯಮ ಕ್ಷೇತ್ರದಲ್ಲೂ ಗಾಂಧಿ ಪ್ರಭಾವ ಇದೆ ಎಂದರು. ಗಾಂಧಿಯನ್ನು ಸಂದರ್ಭಕ್ಕೆ ತಕ್ಕಂತೆ ಬಳಸಿಕೊಳ್ಳುವ ಪ್ರವೃತ್ತಿ ಹೆಚ್ಚಾಗುತ್ತಿದೆ. ಗಾಂಧೀಜಿ ಹತ್ಯೆ ಸಮರ್ಥಿಸುವ ವರ್ಗವೂ ಇದೆ. ಇಂತಹ ವ್ಯವಸ್ಥೆಯಲ್ಲೂ ಗಾಂಧಿ ವಿಚಾರಗಳು ಜೀವಂತವಾಗಿವೆ. ‘ಅಹಿಂಸೆ ಭಾರತದ ಸ್ವಾತಂತ್ರ್ಯ ಹೋರಾಟದ ಅಸ್ತ್ರ’ ಎಂದು ಹೇಳಿದರು. ಚಿಂತಕ ಹೆಚ್.ಎಸ್.ಶಿವಪ್ರಕಾಶ್ ‘ಗಾಂಧಿ ಮತ್ತು ಸೌಂದರ್ಯ ಪ್ರಜ್ಞೆ’ ಕುರಿತು ಮಾತನಾಡಿದರು. ಲೇಖಕಿ ಲೀಲಾ ಅಪ್ಪಾಜಿ ಹಾಗೂ ನಿವೃತ್ತ ಅಧ್ಯಾಪಕಿ ಸರಸ್ವತಿ ಪಾಲ್ಗೊಂಡಿದ್ದರು. xyxy=(1244,1232,1426,1382)
speaker-head xyxy=(407,550,450,598)
gate-right-pillar xyxy=(1320,268,1359,358)
schedule-list xyxy=(176,1772,694,2177)
registration-mark xyxy=(1391,2218,1400,2227)
issue-date: ಮಂಗಳವಾರ 18 ಫೆಬ್ರವರಿ 2020 xyxy=(1216,175,1426,197)
gt-rule-2 xyxy=(1239,1231,1240,1831)
yakshagana-headline-1: ಪ್ರೇಕ್ಷಕರ ಮೂಕವಿಸ್ಮಿತರನ್ನಾಗಿಸಿದ xyxy=(276,1136,594,1173)
panelist-2 xyxy=(872,1363,974,1513)
yakshagana-body-a: ಮೈಸೂರು,ಫೆ.17(ಎಸ್‍ಬಿಡಿ)- ಶುಕ್ರಾಚಾರ್ಯನ ಮತ್ತು ದೇವಯಾನಿಯ ಕಥಾ ಪ್ರಸಂಗ ಮೇಳಕಳೆಗಟ್ಟಿತು. ವಿಷಯ ತಿಳಿದ ದಾನವರು, ಕಚನನ್ನು ಹತ್ಯೆಗೈಯ್ಯುತ್ತಾರೆ. ಆದರೆ, ಶುಕ್ರಾಚಾರ್ಯರು ಸಂಜೀವಿನಿ ಮಂತ್ರಬಲದಿಂದ ಕಚನನ್ನು ಬದುಕಿಸುತ್ತಾರೆ. ‘ಗಾಂಧಿ ಪಥ’ ಶೀರ್ಷಿಕೆಯ ಅಡಿಯಲ್ಲಿ ನಡೆಯುತ್ತಿರುವ ಬಹುರೂಪಿ ರಾಷ್ಟ್ರೀಯ ನಾಟಕೋತ್ಸವದ 4ನೇ ದಿನವಾದ ಸೋಮವಾರ, ವನರಂಗದಲ್ಲಿ ಬೆಂಗಳೂರಿನ ಯಕ್ಷ ಸಂಭ್ರಮ ಕಲಾವಿದರು ‘ಕಚ-ದೇವಯಾನಿ’ ಯಕ್ಷಗಾನ ಪ್ರದರ್ಶಿಸಿದರು. ಗುರುವಿನ ಮಗಳಾದ ದೇವಯಾನಿ ಕಚನನ್ನು ಪ್ರೀತಿಸುತ್ತಾಳೆ. ಕಚನು ಗುರುಪುತ್ರಿಯನ್ನು ಸಹೋದರಿಯಂತೆ ಕಾಣುತ್ತಾನೆ. ಇದರಿಂದ ದೇವಯಾನಿ ಕೋಪಗೊಂಡು ಶಾಪ ನೀಡುತ್ತಾಳೆ. xyxy=(167,1232,333,1409)
patra-box-body: ಗಾಂಧಿ ಮತ್ತು ವೃತ್ತಿಯನ್ನು ಪತ್ರಕರ್ತ ಎಂದೇ ಸಮೀಕರಿಸಬೇಕಿದೆ. ಯಾರನ್ನೂ ದ್ವೇಷಿಸದ ಶುದ್ಧ ಸಂವಾದವಿದ್ದರು. ಸಾರ್ವಜನಿಕ ಜೀವನವನ್ನು ಅರ್ಥಪೂರ್ಣಗೊಳಿಸಿದ ಪತ್ರಿಕೋದ್ಯಮ ಕಾರ್ಯವನ್ನು ಅವರು ಮಾಡಿದ್ದರು. xyxy=(883,805,1052,867)
registration-mark xyxy=(796,2218,806,2227)
schedule-item-text: ಭೂಮಿಗೀತ : ಸಂಜೆ 6.30ಕ್ಕೆ ಪರಿಹಾರ ನಾಟಕ ಪ್ರದರ್ಶನ, ತಂಡ : ಎಸ್‌ಬಿಎಮ್ ಥಿಯೇಟರ್ ಗ್ರೂಪ್, ಗುಜರಾತ್, ನಾಟಕಕಾರ : ಮನಿಷಾ ಕ್ರೂಪಲಾನಿ ಸೌಮ್ಯ (ದರ್ಶನ್), ನಿರ್ದೇಶನ : ರಾಜು ಬರೋಟ್. xyxy=(176,1805,694,1829)
registration-mark xyxy=(1404,2218,1413,2227)
right-headline: ಲೈಂಗಿಕ ದಮನಿತರ ಪುನರ್ ವಸತಿ ಕುರಿತ ವರದಿಗಿಲ್ಲ ಕ್ರಮ xyxy=(1083,389,1413,446)
page-label: ಪುಟ xyxy=(178,180,194,192)
performer-right xyxy=(444,1285,498,1424)
registration-mark xyxy=(193,2218,202,2227)
registration-mark xyxy=(1378,2218,1387,2227)
banner-title: ‘ಬಹುರೂಪಿ’ ನಾಟಕೋತ್ಸವ-2020 xyxy=(365,227,1006,287)
panelists xyxy=(531,668,717,724)
panelist-3 xyxy=(1011,1357,1104,1513)
digital-side-body: ಸರಳ ಮತ್ತು ನಯವಾದ ಭಾಷೆ ಬಳಕೆಯಿಂದ ಮಾಧ್ಯಮಗಳು ಜನರಿಂದ ದೂರವಾಗುತ್ತಿವೆ. ಹಿಂದೆ ಪತ್ರಿಕೆಗಳು ಜನರ ಭಾಷೆಯಲ್ಲಿ ಬರೆಯುತ್ತಿದ್ದವು. ಈಗ ಕೃತಕ ಭಾಷೆ ಬಳಸಲಾಗುತ್ತಿದೆ. ಇಂಗ್ಲಿಷ್ ಪದಗಳ ಬಳಕೆ ಹೆಚ್ಚಾಗಿದೆ. ಸರಳ ಭಾಷೆ, ನೇರ ನುಡಿ ಗಾಂಧಿ ಪತ್ರಿಕೋದ್ಯಮದ ಶಕ್ತಿ. ಅದನ್ನು ಇಂದಿನ ಪತ್ರಕರ್ತರು ಅನುಸರಿಸಬೇಕು. xyxy=(1120,1945,1420,1998)
lead-strap-text: ಈಡೇರದ ಗಾಂಧಿ ಗ್ರಾಮ ಸ್ವರಾಜ್ಯದ ಕನಸು : ಲೇಖಕಿ ರೂಪಾ ಹಾಸನ xyxy=(512,497,890,518)
yakshagana-body-c: ಕಚನನ್ನು ಬದುಕಿಸಿಕೊಳ್ಳುತ್ತಾರೆ. ಕೊನೆಗೆ ಕಚನು ಸಂಜೀವಿನಿ ವಿದ್ಯೆ ಕಲಿತು ದೇವಲೋಕಕ್ಕೆ ತೆರಳುತ್ತಾನೆ. ಯಕ್ಷಗಾನದ ಸಂಭಾಷಣೆ, ಹಾಡುಗಾರಿಕೆ ಪ್ರೇಕ್ಷಕರನ್ನು ಮಂತ್ರಮುಗ್ಧರನ್ನಾಗಿಸಿತು. ಭೂಮಿಗೀತ: ರಂಗಾಯಣ ಮೈಸೂರು ತಂಡದಿಂದ ಪಿ.ಬಸವಲಿಂಗಯ್ಯ ನಿರ್ದೇಶನದ ನಾಟಕ ಪ್ರದರ್ಶನ ಗೊಂಡಿತು. xyxy=(343,1467,526,1548)
schedule-item: ■ ಕಿರುರಂಗಮಂದಿರ : ಸಂಜೆ 6ಕ್ಕೆ ಏಕ್ ಜುಲಾ ದಿ (ಕನ್ನಡ) ನಾಟಕ ಪ್ರದರ್ಶನ, ನಿರ್ದೇಶನ : ಅಮಿತ್ ಜೆ. ರೆಡ್ಡಿ, ತಂಡ : ದ ಸ್ಕೆಚ್‍ಗಳು ಆಂಡ್ ದ ರೋಸ್ ಥಿಯೇಟರ್ ಅಸೋಸಿಯೇಷನ್, ಚಿತ್ರದುರ್ಗ. xyxy=(176,1773,694,1797)
col-rule-right xyxy=(1063,380,1064,1120)
lead-headline-2: ಕೊರತೆಯಿಂದ ‘ಗಾಂಧಿ ಪಥ’ ಹಿನ್ನಡೆ xyxy=(435,417,991,472)
panelist-1-head xyxy=(770,1318,817,1370)
